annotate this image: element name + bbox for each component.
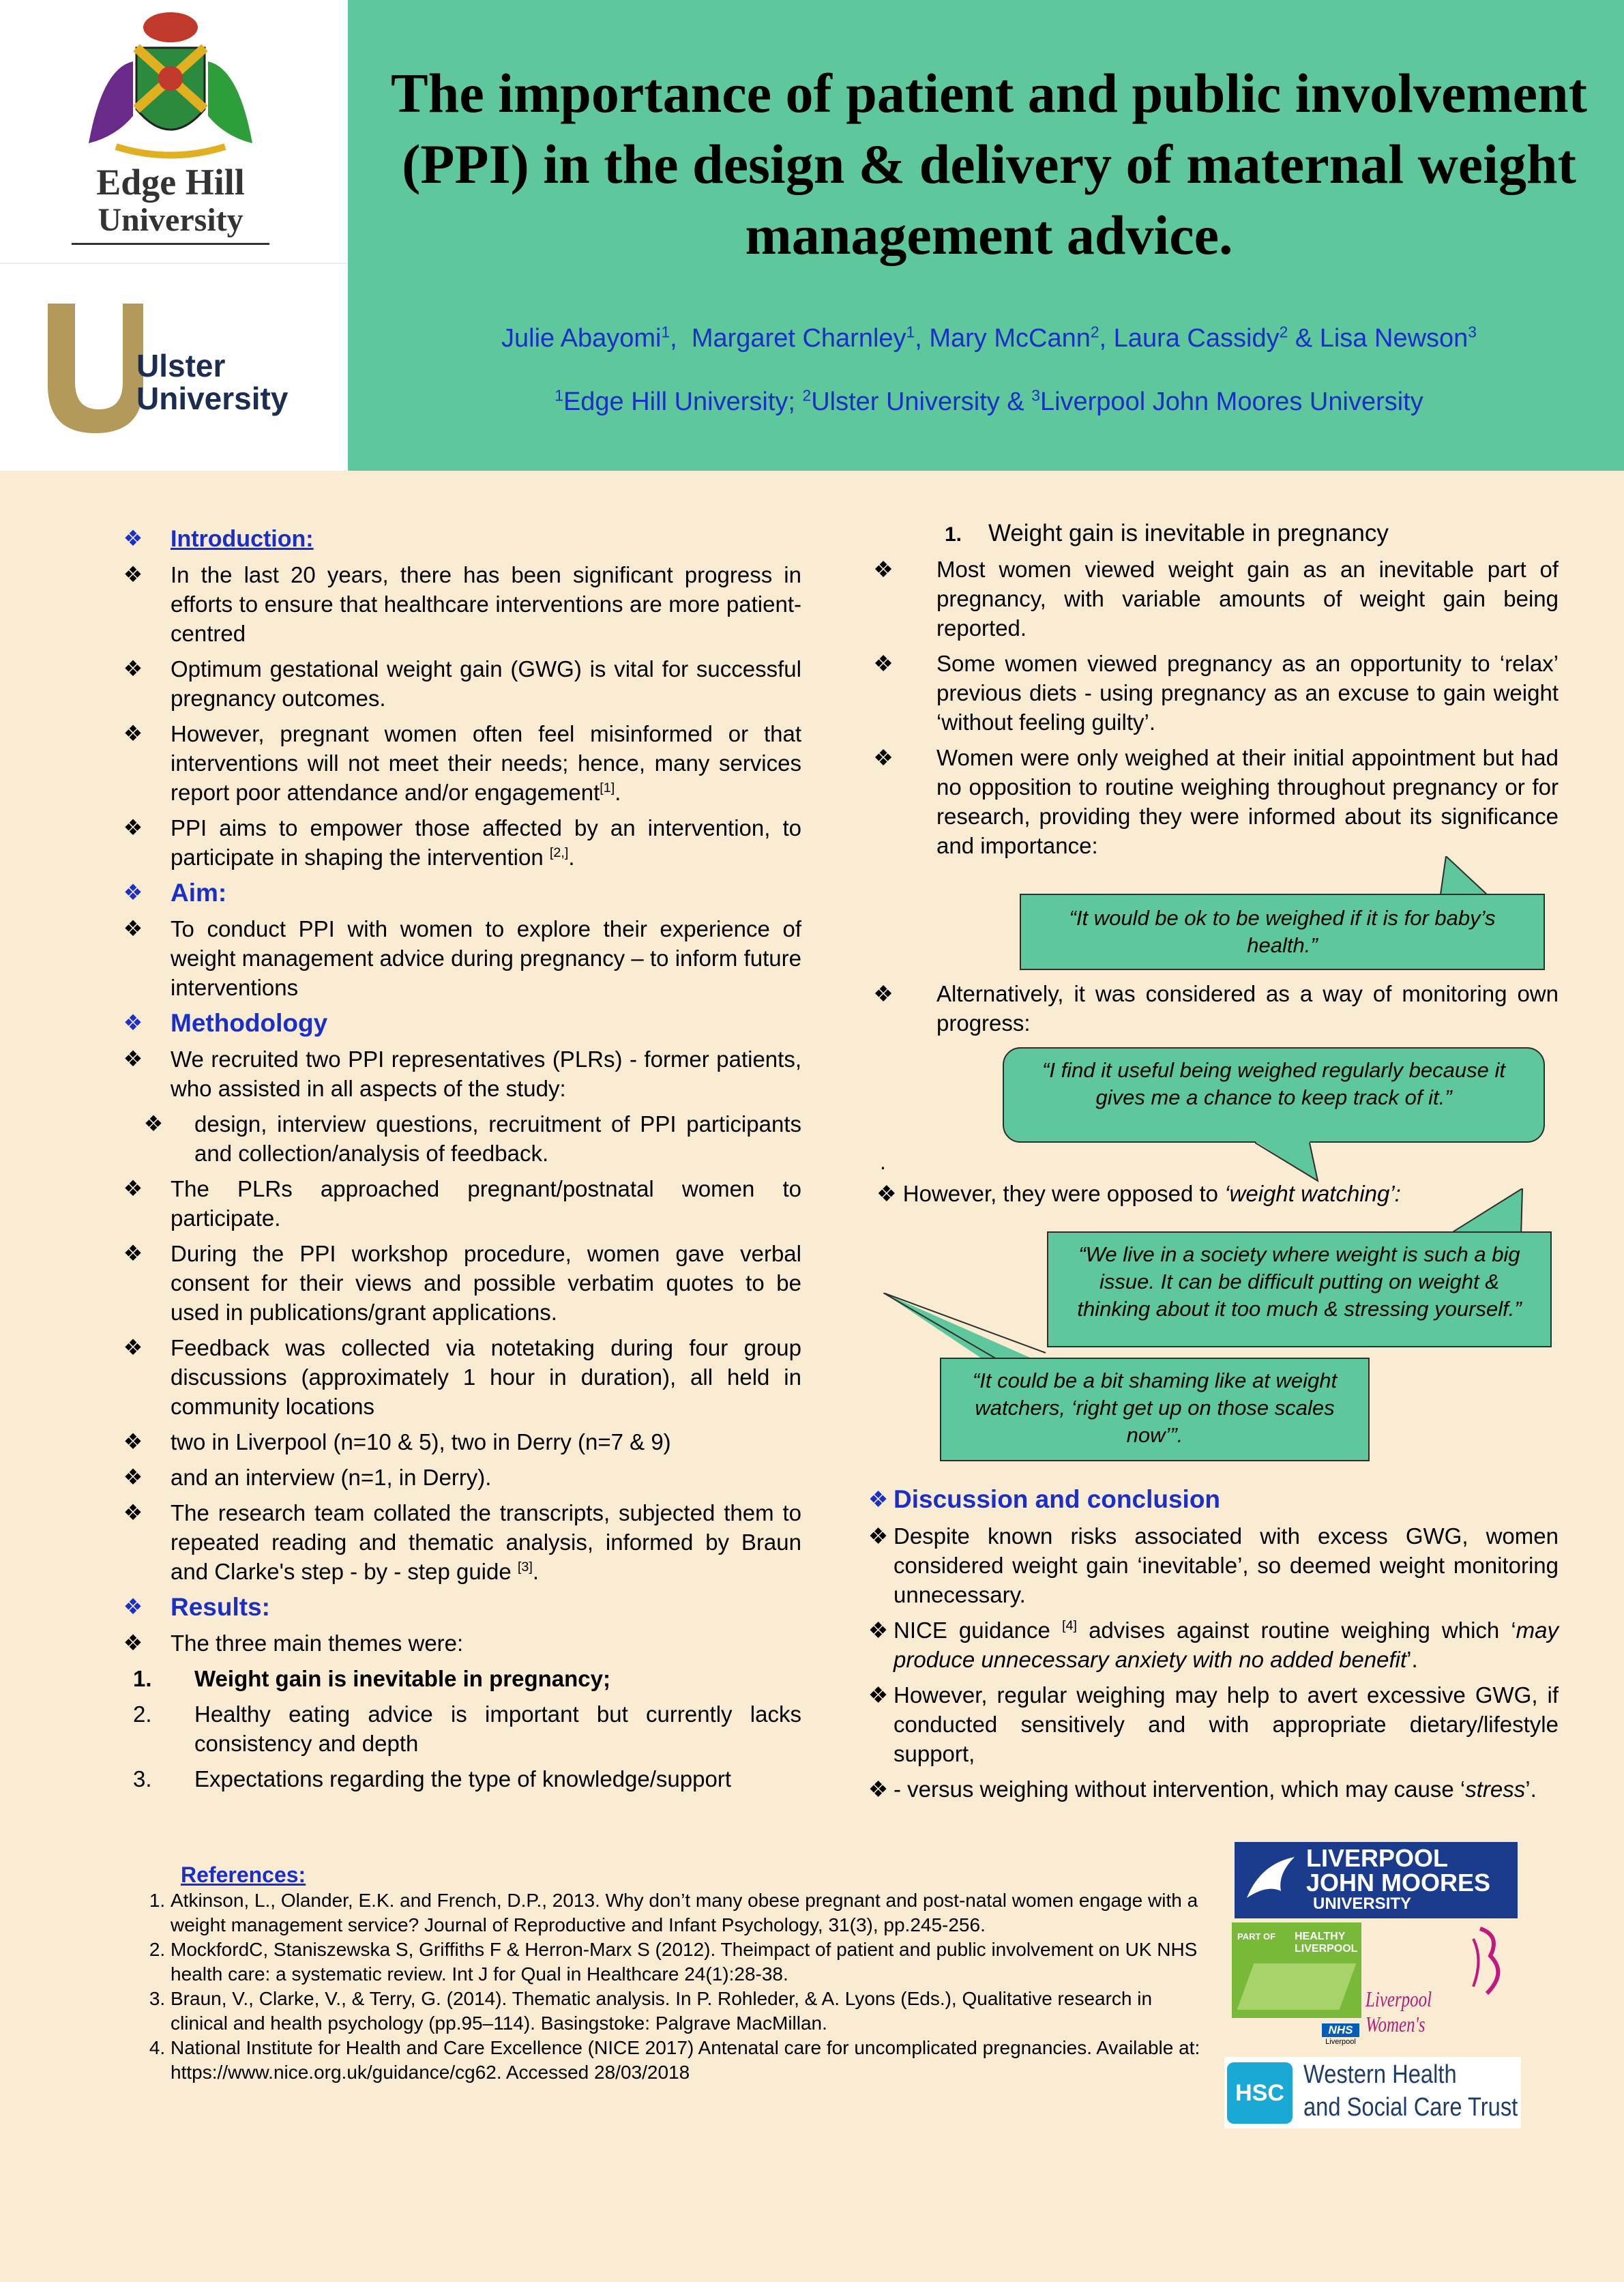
ulster-logo-mark bbox=[44, 300, 147, 437]
references bbox=[136, 1862, 1200, 2085]
quote-bubble: “We live in a society where weight is such a big issue. It can be difficult putting on weight & thinking about it too much & stressing yourself.” bbox=[1047, 1231, 1552, 1347]
aim-point: ❖ To conduct PPI with women to explore their experience of weight management advice during pregnancy – to inform future interventions bbox=[123, 916, 801, 1000]
edge-hill-crest bbox=[68, 7, 273, 164]
poster-title: The importance of patient and public involvement (PPI) in the design & delivery of maternal weight management advice. bbox=[391, 62, 1587, 266]
hsc-logo: HSC Western Health and Social Care Trust bbox=[1224, 2057, 1521, 2129]
method-subpoint: ❖ design, interview questions, recruitment of PPI participants and collection/analysis of feedback. bbox=[143, 1111, 801, 1166]
reference-item: 2. MockfordC, Staniszewska S, Griffiths F & Herron-Marx S (2012). Theimpact of patient and public involvement on UK NHS health care: a systematic review. Int J for Qual in Healthcare 24(1):28-38. bbox=[171, 1937, 1200, 1987]
method-point: ❖ two in Liverpool (n=10 & 5), two in Derry (n=7 & 9) bbox=[123, 1429, 671, 1454]
method-point: ❖ The PLRs approached pregnant/postnatal women to participate. bbox=[123, 1176, 801, 1231]
theme-item: 2. Healthy eating advice is important but currently lacks consistency and depth bbox=[133, 1701, 801, 1756]
discussion-point: ❖ - versus weighing without intervention, which may cause ‘stress’. bbox=[868, 1776, 1537, 1802]
bird-emblem-icon bbox=[1240, 1850, 1301, 1912]
reference-item: 3. Braun, V., Clarke, V., & Terry, G. (2014). Thematic analysis. In P. Rohleder, & A. Lyons (Eds.), Qualitative research in clinical and health psychology (pp.95–114). Basingstoke: Palgrave MacMillan. bbox=[171, 1987, 1200, 2036]
results-intro: ❖ The three main themes were: bbox=[123, 1630, 464, 1656]
left-column bbox=[99, 524, 801, 1800]
method-heading: ❖ Methodology bbox=[123, 1009, 328, 1037]
theme-item: 3. Expectations regarding the type of knowledge/support bbox=[133, 1766, 732, 1791]
intro-point: ❖ However, pregnant women often feel misinformed or that interventions will not meet their needs; hence, many services report poor attendance and/or engagement[1]. bbox=[123, 721, 801, 805]
healthy-liverpool-logo: PART OF HEALTHY LIVERPOOL bbox=[1232, 1922, 1361, 2018]
finding-point: ❖ Alternatively, it was considered as a way of monitoring own progress: bbox=[873, 981, 1559, 1036]
intro-point: ❖ PPI aims to empower those affected by an intervention, to participate in shaping the intervention [2,]. bbox=[123, 815, 801, 870]
right-column bbox=[863, 518, 1559, 866]
quote-bubble: “I find it useful being weighed regularly because it gives me a chance to keep track of it.” bbox=[1003, 1047, 1545, 1143]
ljmu-logo: LIVERPOOL JOHN MOORES UNIVERSITY bbox=[1235, 1842, 1518, 1918]
opposed-point: ❖ However, they were opposed to ‘weight watching’: bbox=[876, 1181, 1401, 1206]
discussion-point: ❖ NICE guidance [4] advises against routine weighing which ‘may produce unnecessary anxiety with no added benefit’. bbox=[868, 1618, 1559, 1672]
edge-hill-wordmark: Edge Hill University bbox=[41, 162, 300, 245]
method-point: ❖ We recruited two PPI representatives (PLRs) - former patients, who assisted in all aspects of the study: bbox=[123, 1047, 801, 1101]
reference-item: 4. National Institute for Health and Care Excellence (NICE 2017) Antenatal care for uncomplicated pregnancies. Available at: https://www.nice.org.uk/guidance/cg62. Accessed 28/03/2018 bbox=[171, 2036, 1200, 2085]
finding-point: ❖ Women were only weighed at their initial appointment but had no opposition to routine weighing throughout pregnancy or for research, providing they were informed about its significance and importance: bbox=[873, 745, 1559, 858]
nhs-badge: NHS Liverpool bbox=[1322, 2023, 1359, 2047]
discussion-section: ❖ Discussion and conclusion ❖ Despite known risks associated with excess GWG, women considered weight gain ‘inevitable’, so deemed weight monitoring unnecessary. ❖ NICE guidance [4] advises against routine weighing which ‘may produce unnecessary anxiety with no added benefit’. ❖ However, regular weighing may help to avert excessive GWG, if conducted sensitively and with appropriate dietary/lifestyle support, ❖ - versus weighing without intervention, which may cause ‘stress’. bbox=[863, 1484, 1559, 1810]
ulster-wordmark: Ulster University bbox=[136, 348, 289, 416]
quote-bubble-tail bbox=[1446, 1188, 1535, 1236]
logo-panel bbox=[0, 0, 348, 471]
quote-bubble: “It could be a bit shaming like at weight watchers, ‘right get up on those scales now’”. bbox=[940, 1358, 1370, 1461]
method-point: ❖ The research team collated the transcripts, subjected them to repeated reading and thematic analysis, informed by Braun and Clarke's step - by - step guide [3]. bbox=[123, 1500, 801, 1584]
method-point: ❖ and an interview (n=1, in Derry). bbox=[123, 1465, 492, 1490]
theme-heading: 1. Weight gain is inevitable in pregnancy bbox=[945, 520, 1389, 546]
intro-point: ❖ In the last 20 years, there has been significant progress in efforts to ensure that healthcare interventions are more patient-centred bbox=[123, 562, 801, 646]
discussion-point: ❖ However, regular weighing may help to avert excessive GWG, if conducted sensitively and with appropriate dietary/lifestyle support, bbox=[868, 1682, 1559, 1766]
reference-item: 1. Atkinson, L., Olander, E.K. and French, D.P., 2013. Why don’t many obese pregnant and post-natal women engage with a weight management service? Journal of Reproductive and Infant Psychology, 31(3), pp.245-256. bbox=[171, 1888, 1200, 1937]
affiliations: $^1$Edge Hill University; $^2$Ulster University & $^3$Liverpool John Moores University bbox=[555, 386, 1423, 416]
liverpool-womens-logo: Liverpool Women's bbox=[1364, 1925, 1521, 2021]
discussion-point: ❖ Despite known risks associated with excess GWG, women considered weight gain ‘inevitable’, so deemed weight monitoring unnecessary. bbox=[868, 1523, 1559, 1607]
author-list: Julie Abayomi$^1$, Margaret Charnley$^1$, Mary McCann$^2$, Laura Cassidy$^2$ & Lisa Newson$^3$ bbox=[501, 323, 1477, 353]
quote-bubble-tail bbox=[1255, 1141, 1323, 1182]
aim-heading: ❖ Aim: bbox=[123, 879, 227, 907]
references-heading: References: bbox=[181, 1862, 306, 1887]
stray-dot: . bbox=[880, 1150, 886, 1174]
intro-point: ❖ Optimum gestational weight gain (GWG) is vital for successful pregnancy outcomes. bbox=[123, 656, 801, 711]
results-heading: ❖ Results: bbox=[123, 1593, 270, 1621]
quote-bubble: “It would be ok to be weighed if it is for baby’s health.” bbox=[1020, 894, 1545, 970]
finding-point: ❖ Some women viewed pregnancy as an opportunity to ‘relax’ previous diets - using pregnancy as an excuse to gain weight ‘without feeling guilty’. bbox=[873, 651, 1559, 735]
intro-heading: ❖ Introduction: bbox=[123, 526, 314, 552]
finding-point: ❖ Most women viewed weight gain as an inevitable part of pregnancy, with variable amounts of weight gain being reported. bbox=[873, 557, 1559, 641]
theme-item: 1. Weight gain is inevitable in pregnancy; bbox=[133, 1666, 611, 1691]
method-point: ❖ Feedback was collected via notetaking during four group discussions (approximately 1 hour in duration), all held in community locations bbox=[123, 1335, 801, 1419]
method-point: ❖ During the PPI workshop procedure, women gave verbal consent for their views and possible verbatim quotes to be used in publications/grant applications. bbox=[123, 1241, 801, 1325]
